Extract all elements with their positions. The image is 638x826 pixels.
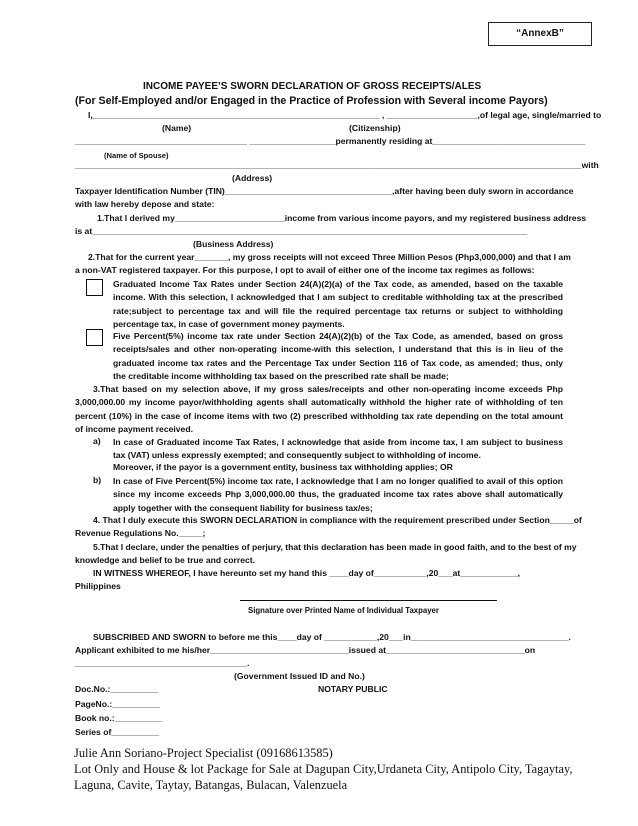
option-five-percent-checkbox[interactable] (86, 329, 103, 346)
item-b-label: b) (93, 475, 102, 485)
item-a-text-2: Moreover, if the payor is a government entity, business tax withholding applies; OR (113, 462, 453, 472)
option-graduated-text: Graduated Income Tax Rates under Section 24(A)(2)(a) of the Tax code, as amended, based on the taxable income. With this selection, I acknowledged that I am subject to creditable withholding tax at the prescribed rate;subject to percentage tax and will file the required percentage tax returns or subject to withholding percentage tax, in case of government money payments. (113, 279, 563, 330)
form-title: INCOME PAYEE’S SWORN DECLARATION OF GROSS RECEIPTS/ALES (143, 81, 482, 92)
depose-line: with law hereby depose and state: (75, 199, 215, 209)
spouse-label: (Name of Spouse) (104, 151, 169, 160)
form-subtitle: (For Self-Employed and/or Engaged in the Practice of Profession with Several income Payors) (75, 95, 548, 107)
gov-id-label: (Government Issued ID and No.) (234, 671, 365, 681)
address-line: __________________________________________________________________________________________________________with (75, 160, 599, 170)
item-a-text: In case of Graduated income Tax Rates, I acknowledge that aside from income tax, I am subject to business tax (VAT) unless expressly exempted; and consequently subject to withholding of income. (113, 437, 563, 461)
paragraph-4b: Revenue Regulations No._____; (75, 528, 206, 538)
date-line: ____________________________________. (75, 658, 250, 668)
name-label: (Name) (162, 123, 192, 133)
annex-label: “AnnexB” (488, 22, 592, 46)
spouse-residence-line: ____________________________________ __________________permanently residing at________________________________ (75, 136, 586, 146)
item-a-label: a) (93, 436, 101, 446)
footer-locations: Laguna, Cavite, Taytay, Batangas, Bulacan, Valenzuela (74, 778, 348, 792)
notary-public-label: NOTARY PUBLIC (318, 684, 388, 694)
witness-line: IN WITNESS WHEREOF, I have hereunto set my hand this ____day of___________,20___at____________, (93, 568, 521, 578)
item-b-text: In case of Five Percent(5%) income tax rate, I acknowledge that I am no longer qualified to avail of this option since my income exceeds Php 3,000,000.00 thus, the graduated income tax rates above shall automatically apply together with the consequent liability for business tax/es; (113, 476, 563, 513)
name-line: I,____________________________________________________________ , ___________________,of legal age, single/married to (88, 110, 602, 120)
subscribed-line: SUBSCRIBED AND SWORN to before me this____day of ___________,20___in_________________________________. (93, 632, 571, 642)
option-graduated-checkbox[interactable] (86, 279, 103, 296)
paragraph-1: 1.That I derived my_______________________income from various income payors, and my registered business address (97, 213, 587, 223)
paragraph-2b: a non-VAT registered taxpayer. For this purpose, I opt to avail of either one of the income tax regimes as follows: (75, 265, 535, 275)
doc-no-field: Doc.No.:__________ (75, 684, 159, 694)
citizenship-label: (Citizenship) (349, 123, 401, 133)
business-address-label: (Business Address) (193, 239, 274, 249)
address-label: (Address) (232, 173, 273, 183)
book-no-field: Book no.:__________ (75, 713, 163, 723)
page-no-field: PageNo.:__________ (75, 699, 161, 709)
applicant-line: Applicant exhibited to me his/her_____________________________issued at_____________________________on (75, 645, 536, 655)
option-five-percent-text: Five Percent(5%) income tax rate under Section 24(A)(2)(b) of the Tax Code, as amended, based on gross receipts/sales and other non-operating income-with this selection, I understand that this is in lieu of the graduated income tax rates and the Percentage Tax under Section 116 of Tax code, as amended; thus, only the creditable income withholding tax based on the prescribed rate shall be made; (113, 331, 563, 382)
business-address-line: is at___________________________________________________________________________________________ (75, 226, 528, 236)
footer-listing: Lot Only and House & lot Package for Sale at Dagupan City,Urdaneta City, Antipolo City, Tagaytay, (74, 762, 573, 776)
paragraph-2a: 2.That for the current year_______, my gross receipts will not exceed Three Million Pesos (Php3,000,000) and that I am (88, 252, 571, 262)
footer-contact: Julie Ann Soriano-Project Specialist (09168613585) (74, 746, 333, 760)
philippines-label: Philippines (75, 581, 121, 591)
paragraph-4a: 4. That I duly execute this SWORN DECLARATION in compliance with the requirement prescribed under Section_____of (93, 515, 582, 525)
paragraph-5a: 5.That I declare, under the penalties of perjury, that this declaration has been made in good faith, and to the best of my (93, 542, 577, 552)
tin-line: Taxpayer Identification Number (TIN)___________________________________,after having been duly sworn in accordance (75, 186, 574, 196)
signature-line (240, 600, 497, 601)
paragraph-3: 3.That based on my selection above, if my gross sales/receipts and other non-operating income exceeds Php 3,000,000.00 my income payor/withholding agents shall automatically withhold the higher rate of withholding of ten percent (10%) in the case of income items with two (2) prescribed withholding tax rate depending on the total amount of income payment received. (75, 384, 563, 435)
paragraph-5b: knowledge and belief to be true and correct. (75, 555, 256, 565)
series-field: Series of__________ (75, 727, 160, 737)
signature-label: Signature over Printed Name of Individual Taxpayer (248, 606, 439, 615)
